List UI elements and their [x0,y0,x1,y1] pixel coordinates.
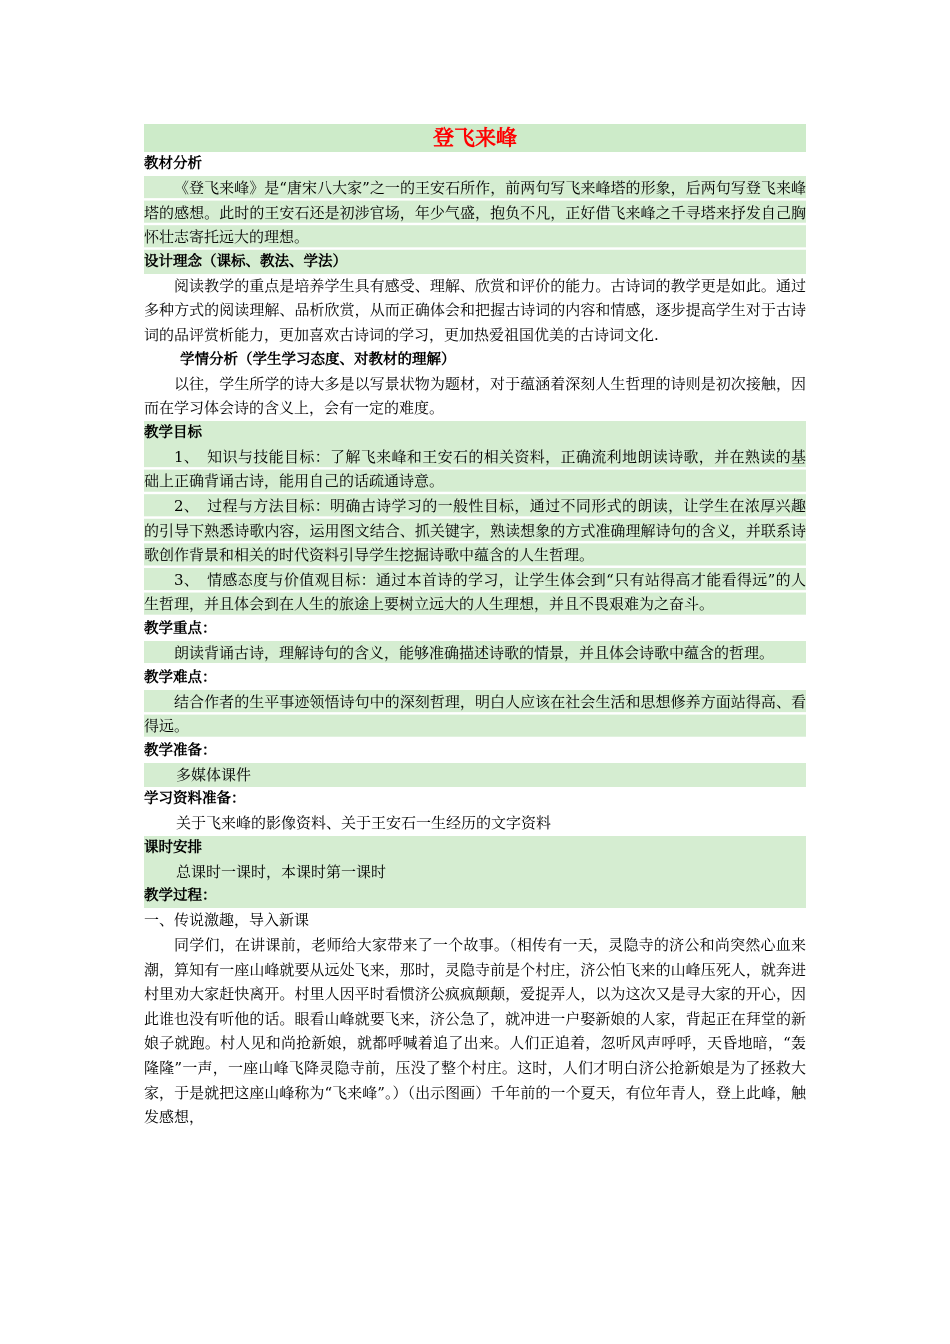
document-title: 登飞来峰 [433,126,517,150]
goal-item: 3、 情感态度与价值观目标：通过本首诗的学习，让学生体会到“只有站得高才能看得远”的人生哲理，并且体会到在人生的旅途上要树立远大的人生理想，并且不畏艰难为之奋斗。 [144,570,806,614]
section-header-schedule: 课时安排 [144,836,806,860]
title-row [144,124,806,152]
learner-analysis-body: 以往，学生所学的诗大多是以写景状物为题材，对于蕴涵着深刻人生哲理的诗则是初次接触，因而在学习体会诗的含义上，会有一定的难度。 [144,374,806,418]
section-header-process: 教学过程： [144,884,806,908]
design-concept-body: 阅读教学的重点是培养学生具有感受、理解、欣赏和评价的能力。古诗词的教学更是如此。通过多种方式的阅读理解、品析欣赏，从而正确体会和把握古诗词的内容和情感，逐步提高学生对于古诗词的品评赏析能力，更加喜欢古诗词的学习，更加热爱祖国优美的古诗词文化. [144,276,806,344]
key-points-body: 朗读背诵古诗，理解诗句的含义，能够准确描述诗歌的情景，并且体会诗歌中蕴含的哲理。 [144,641,806,666]
section-header-teaching-goals: 教学目标 [144,421,806,445]
section-header-design-concept: 设计理念（课标、教法、学法） [144,250,806,274]
section-header-learner-analysis: 学情分析（学生学习态度、对教材的理解） [180,351,456,368]
goal-item: 2、 过程与方法目标：明确古诗学习的一般性目标，通过不同形式的朗读，让学生在浓厚兴趣的引导下熟悉诗歌内容，运用图文结合、抓关键字，熟读想象的方式准确理解诗句的含义，并联系诗歌创作背景和相关的时代资料引导学生挖掘诗歌中蕴含的人生哲理。 [144,496,806,565]
preparation-body: 多媒体课件 [144,763,806,788]
process-body: 同学们，在讲课前，老师给大家带来了一个故事。（相传有一天，灵隐寺的济公和尚突然心血来潮，算知有一座山峰就要从远处飞来，那时，灵隐寺前是个村庄，济公怕飞来的山峰压死人，就奔进村里劝大家赶快离开。村里人因平时看惯济公疯疯颠颠，爱捉弄人，以为这次又是寻大家的开心，因此谁也没有听他的话。眼看山峰就要飞来，济公急了，就冲进一户娶新娘的人家，背起正在拜堂的新娘子就跑。村人见和尚抢新娘，就都呼喊着追了出来。人们正追着，忽听风声呼呼，天昏地暗，“轰隆隆”一声，一座山峰飞降灵隐寺前，压没了整个村庄。这时，人们才明白济公抢新娘是为了拯救大家，于是就把这座山峰称为“飞来峰”。）（出示图画）千年前的一个夏天，有位年青人，登上此峰，触发感想， [144,936,806,1127]
goal-item: 1、 知识与技能目标：了解飞来峰和王安石的相关资料，正确流利地朗读诗歌，并在熟读的基础上正确背诵古诗，能用自己的话疏通诗意。 [144,447,806,491]
section-header-materials: 学习资料准备： [144,791,246,808]
textbook-analysis-body: 《登飞来峰》是“唐宋八大家”之一的王安石所作，前两句写飞来峰塔的形象，后两句写登飞来峰塔的感想。此时的王安石还是初涉官场，年少气盛，抱负不凡，正好借飞来峰之千寻塔来抒发自己胸怀壮志寄托远大的理想。 [144,176,806,250]
teaching-goals-list [144,445,806,617]
section-header-preparation: 教学准备： [144,742,217,759]
section-header-difficulties: 教学难点： [144,669,217,686]
difficulties-body: 结合作者的生平事迹领悟诗句中的深刻哲理，明白人应该在社会生活和思想修养方面站得高、看得远。 [144,690,806,739]
section-header-textbook-analysis: 教材分析 [144,156,202,172]
document-page [144,124,806,1130]
materials-body: 关于飞来峰的影像资料、关于王安石一生经历的文字资料 [176,814,552,833]
schedule-body: 总课时一课时，本课时第一课时 [144,860,806,885]
section-header-key-points: 教学重点： [144,620,217,637]
process-subheading: 一、传说激趣，导入新课 [144,911,310,930]
